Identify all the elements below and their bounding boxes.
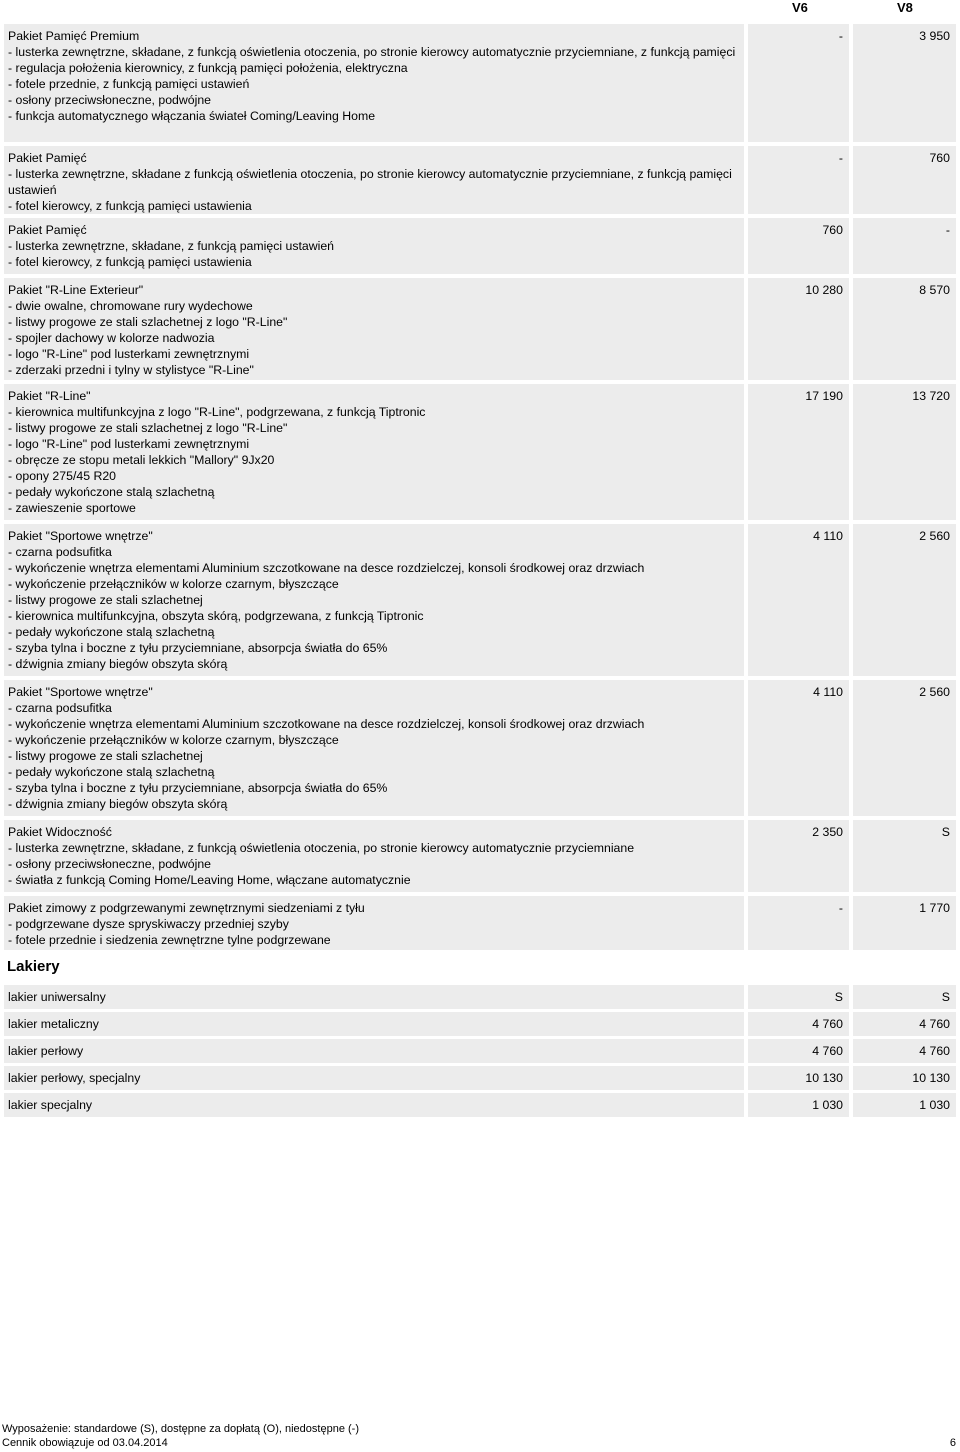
table-row [0, 1066, 960, 1090]
price-v8: 10 130 [853, 1066, 956, 1090]
package-row [0, 384, 960, 520]
price-v8: 1 770 [853, 896, 956, 950]
table-row [0, 1093, 960, 1117]
price-v6: 4 110 [748, 680, 849, 816]
package-row [0, 896, 960, 950]
price-v8: 8 570 [853, 278, 956, 380]
price-v8: S [853, 820, 956, 892]
price-v8: 3 950 [853, 24, 956, 142]
price-v6: 17 190 [748, 384, 849, 520]
price-v6: 760 [748, 218, 849, 274]
page-number: 6 [949, 1437, 956, 1449]
column-header-v8: V8 [897, 0, 913, 15]
paint-name: lakier perłowy [4, 1039, 744, 1063]
package-row [0, 680, 960, 816]
footer-validity-date: Cennik obowiązuje od 03.04.2014 [2, 1437, 168, 1449]
price-v8: - [853, 218, 956, 274]
price-v6: 4 110 [748, 524, 849, 676]
footer-legend: Wyposażenie: standardowe (S), dostępne za dopłatą (O), niedostępne (-) [2, 1423, 359, 1435]
package-row [0, 524, 960, 676]
price-v6: - [748, 896, 849, 950]
price-v8: 760 [853, 146, 956, 214]
package-description: Pakiet Pamięć - lusterka zewnętrzne, składane, z funkcją pamięci ustawień - fotel kierowcy, z funkcją pamięci ustawienia [4, 218, 744, 274]
package-row [0, 146, 960, 214]
column-headers [0, 0, 960, 20]
price-v8: 13 720 [853, 384, 956, 520]
table-row [0, 1039, 960, 1063]
price-v6: 10 130 [748, 1066, 849, 1090]
price-v8: 1 030 [853, 1093, 956, 1117]
price-v6: 1 030 [748, 1093, 849, 1117]
paint-name: lakier specjalny [4, 1093, 744, 1117]
package-row [0, 278, 960, 380]
package-row [0, 820, 960, 892]
price-v6: 4 760 [748, 1012, 849, 1036]
package-description: Pakiet "R-Line Exterieur" - dwie owalne, chromowane rury wydechowe - listwy progowe ze stali szlachetnej z logo "R-Line" - spojler dachowy w kolorze nadwozia - logo "R-Line" pod lusterkami zewnętrznymi - zderzaki przedni i tylny w stylistyce "R-Line" [4, 278, 744, 380]
package-row [0, 24, 960, 142]
price-v6: - [748, 146, 849, 214]
package-description: Pakiet "R-Line" - kierownica multifunkcyjna z logo "R-Line", podgrzewana, z funkcją Tiptronic - listwy progowe ze stali szlachetnej z logo "R-Line" - logo "R-Line" pod lusterkami zewnętrznymi - obręcze ze stopu metali lekkich "Mallory" 9Jx20 - opony 275/45 R20 - pedały wykończone stalą szlachetną - zawieszenie sportowe [4, 384, 744, 520]
package-row [0, 218, 960, 274]
price-v8: 2 560 [853, 524, 956, 676]
package-description: Pakiet "Sportowe wnętrze" - czarna podsufitka - wykończenie wnętrza elementami Aluminium szczotkowane na desce rozdzielczej, konsoli środkowej oraz drzwiach - wykończenie przełączników w kolorze czarnym, błyszczące - listwy progowe ze stali szlachetnej - pedały wykończone stalą szlachetną - szyba tylna i boczne z tyłu przyciemniane, absorpcja światła do 65% - dźwignia zmiany biegów obszyta skórą [4, 680, 744, 816]
price-v8: 2 560 [853, 680, 956, 816]
price-v6: S [748, 985, 849, 1009]
section-title-paints: Lakiery [7, 958, 60, 975]
package-description: Pakiet zimowy z podgrzewanymi zewnętrznymi siedzeniami z tyłu - podgrzewane dysze spryskiwaczy przedniej szyby - fotele przednie i siedzenia zewnętrzne tylne podgrzewane [4, 896, 744, 950]
table-row [0, 985, 960, 1009]
price-v8: 4 760 [853, 1012, 956, 1036]
package-description: Pakiet "Sportowe wnętrze" - czarna podsufitka - wykończenie wnętrza elementami Aluminium szczotkowane na desce rozdzielczej, konsoli środkowej oraz drzwiach - wykończenie przełączników w kolorze czarnym, błyszczące - listwy progowe ze stali szlachetnej - kierownica multifunkcyjna, obszyta skórą, podgrzewana, z funkcją Tiptronic - pedały wykończone stalą szlachetną - szyba tylna i boczne z tyłu przyciemniane, absorpcja światła do 65% - dźwignia zmiany biegów obszyta skórą [4, 524, 744, 676]
price-v6: - [748, 24, 849, 142]
paint-name: lakier perłowy, specjalny [4, 1066, 744, 1090]
paint-name: lakier uniwersalny [4, 985, 744, 1009]
price-v6: 2 350 [748, 820, 849, 892]
price-v8: S [853, 985, 956, 1009]
package-description: Pakiet Pamięć - lusterka zewnętrzne, składane z funkcją oświetlenia otoczenia, po stronie kierowcy automatycznie przyciemniane, z funkcją pamięci ustawień - fotel kierowcy, z funkcją pamięci ustawienia [4, 146, 744, 214]
paint-name: lakier metaliczny [4, 1012, 744, 1036]
column-header-v6: V6 [792, 0, 808, 15]
package-description: Pakiet Pamięć Premium - lusterka zewnętrzne, składane, z funkcją oświetlenia otoczenia, po stronie kierowcy automatycznie przyciemniane, z funkcją pamięci - regulacja położenia kierownicy, z funkcją pamięci położenia, elektryczna - fotele przednie, z funkcją pamięci ustawień - osłony przeciwsłoneczne, podwójne - funkcja automatycznego włączania świateł Coming/Leaving Home [4, 24, 744, 142]
price-v6: 10 280 [748, 278, 849, 380]
table-row [0, 1012, 960, 1036]
price-v8: 4 760 [853, 1039, 956, 1063]
package-description: Pakiet Widoczność - lusterka zewnętrzne, składane, z funkcją oświetlenia otoczenia, po stronie kierowcy automatycznie przyciemniane - osłony przeciwsłoneczne, podwójne - światła z funkcją Coming Home/Leaving Home, włączane automatycznie [4, 820, 744, 892]
price-v6: 4 760 [748, 1039, 849, 1063]
